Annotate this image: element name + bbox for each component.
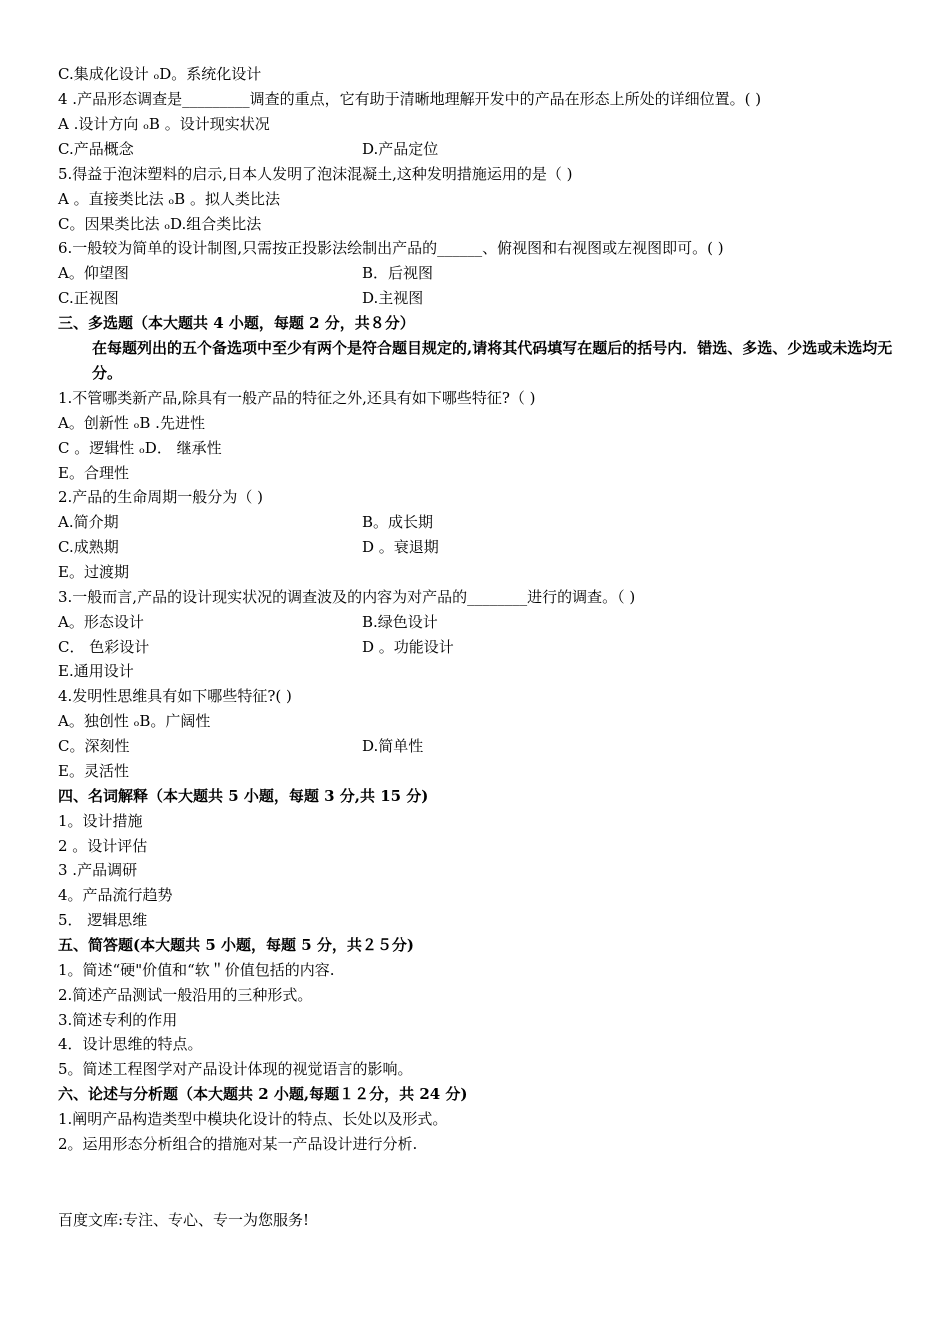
short-answer-item: 5。简述工程图学对产品设计体现的视觉语言的影响。 xyxy=(58,1060,413,1078)
option-b: B．后视图 xyxy=(362,264,434,282)
option-d: D 。衰退期 xyxy=(362,538,439,556)
term-item: 2 。设计评估 xyxy=(58,837,148,855)
option-line: A .设计方向 ₒB 。设计现实状况 xyxy=(58,115,270,133)
short-answer-item: 2.简述产品测试一般沿用的三种形式。 xyxy=(58,986,313,1004)
mc-question-1: 1.不管哪类新产品,除具有一般产品的特征之外,还具有如下哪些特征?（ ) xyxy=(58,389,536,407)
option-d: D.简单性 xyxy=(362,737,424,755)
option-d: D.产品定位 xyxy=(362,140,439,158)
option-c: C。深刻性 xyxy=(58,737,130,755)
short-answer-item: 3.简述专利的作用 xyxy=(58,1011,178,1029)
option-c: C． 色彩设计 xyxy=(58,638,150,656)
section-heading-terms: 四、名词解释（本大题共 5 小题，每题 3 分,共 15 分) xyxy=(58,787,429,805)
short-answer-item: 4．设计思维的特点。 xyxy=(58,1035,203,1053)
option-c: C.正视图 xyxy=(58,289,119,307)
option-line: A。独创性 ₒB。广阔性 xyxy=(58,712,211,730)
option-e: E.通用设计 xyxy=(58,662,134,680)
term-item: 3 .产品调研 xyxy=(58,861,138,879)
option-c: C.产品概念 xyxy=(58,140,134,158)
option-c: C.成熟期 xyxy=(58,538,119,556)
option-a: A.简介期 xyxy=(58,513,119,531)
section-heading-multiple-choice: 三、多选题（本大题共 4 小题，每题 2 分，共８分） xyxy=(58,314,415,332)
option-e: E。灵活性 xyxy=(58,762,129,780)
option-line: C。因果类比法 ₒD.组合类比法 xyxy=(58,215,262,233)
option-b: B。成长期 xyxy=(362,513,434,531)
option-line: C.集成化设计 ₒD。系统化设计 xyxy=(58,65,262,83)
question-6: 6.一般较为简单的设计制图,只需按正投影法绘制出产品的______、俯视图和右视图或左视图即可。( ) xyxy=(58,239,724,257)
mc-question-3: 3.一般而言,产品的设计现实状况的调查波及的内容为对产品的________进行的调查。（ ) xyxy=(58,588,636,606)
option-d: D.主视图 xyxy=(362,289,424,307)
option-b: B.绿色设计 xyxy=(362,613,438,631)
mc-question-2: 2.产品的生命周期一般分为（ ) xyxy=(58,488,263,506)
term-item: 4。产品流行趋势 xyxy=(58,886,173,904)
question-5: 5.得益于泡沫塑料的启示,日本人发明了泡沫混凝土,这种发明措施运用的是（ ) xyxy=(58,165,573,183)
section-heading-short-answer: 五、简答题(本大题共 5 小题，每题 5 分，共２５分) xyxy=(58,936,414,954)
option-line: C 。逻辑性 ₒD． 继承性 xyxy=(58,439,222,457)
option-d: D 。功能设计 xyxy=(362,638,454,656)
short-answer-item: 1。简述“硬"价值和“软＂价值包括的内容. xyxy=(58,961,335,979)
option-a: A。仰望图 xyxy=(58,264,129,282)
option-e: E。合理性 xyxy=(58,464,129,482)
section-instructions: 在每题列出的五个备选项中至少有两个是符合题目规定的,请将其代码填写在题后的括号内．错选、多选、少选或未选均无分。 xyxy=(92,339,893,382)
term-item: 5． 逻辑思维 xyxy=(58,911,148,929)
essay-item: 1.阐明产品构造类型中模块化设计的特点、长处以及形式。 xyxy=(58,1110,448,1128)
page-footer: 百度文库:专注、专心、专一为您服务! xyxy=(58,1211,310,1229)
section-heading-essay: 六、论述与分析题（本大题共 2 小题,每题１２分，共 24 分) xyxy=(58,1085,468,1103)
term-item: 1。设计措施 xyxy=(58,812,143,830)
option-a: A。形态设计 xyxy=(58,613,144,631)
essay-item: 2。运用形态分析组合的措施对某一产品设计进行分析. xyxy=(58,1135,418,1153)
option-e: E。过渡期 xyxy=(58,563,129,581)
question-4: 4 .产品形态调查是_________调查的重点，它有助于清晰地理解开发中的产品在形态上所处的详细位置。( ) xyxy=(58,90,762,108)
option-line: A。创新性 ₒB .先进性 xyxy=(58,414,205,432)
option-line: A 。直接类比法 ₒB 。拟人类比法 xyxy=(58,190,280,208)
mc-question-4: 4.发明性思维具有如下哪些特征?( ) xyxy=(58,687,292,705)
